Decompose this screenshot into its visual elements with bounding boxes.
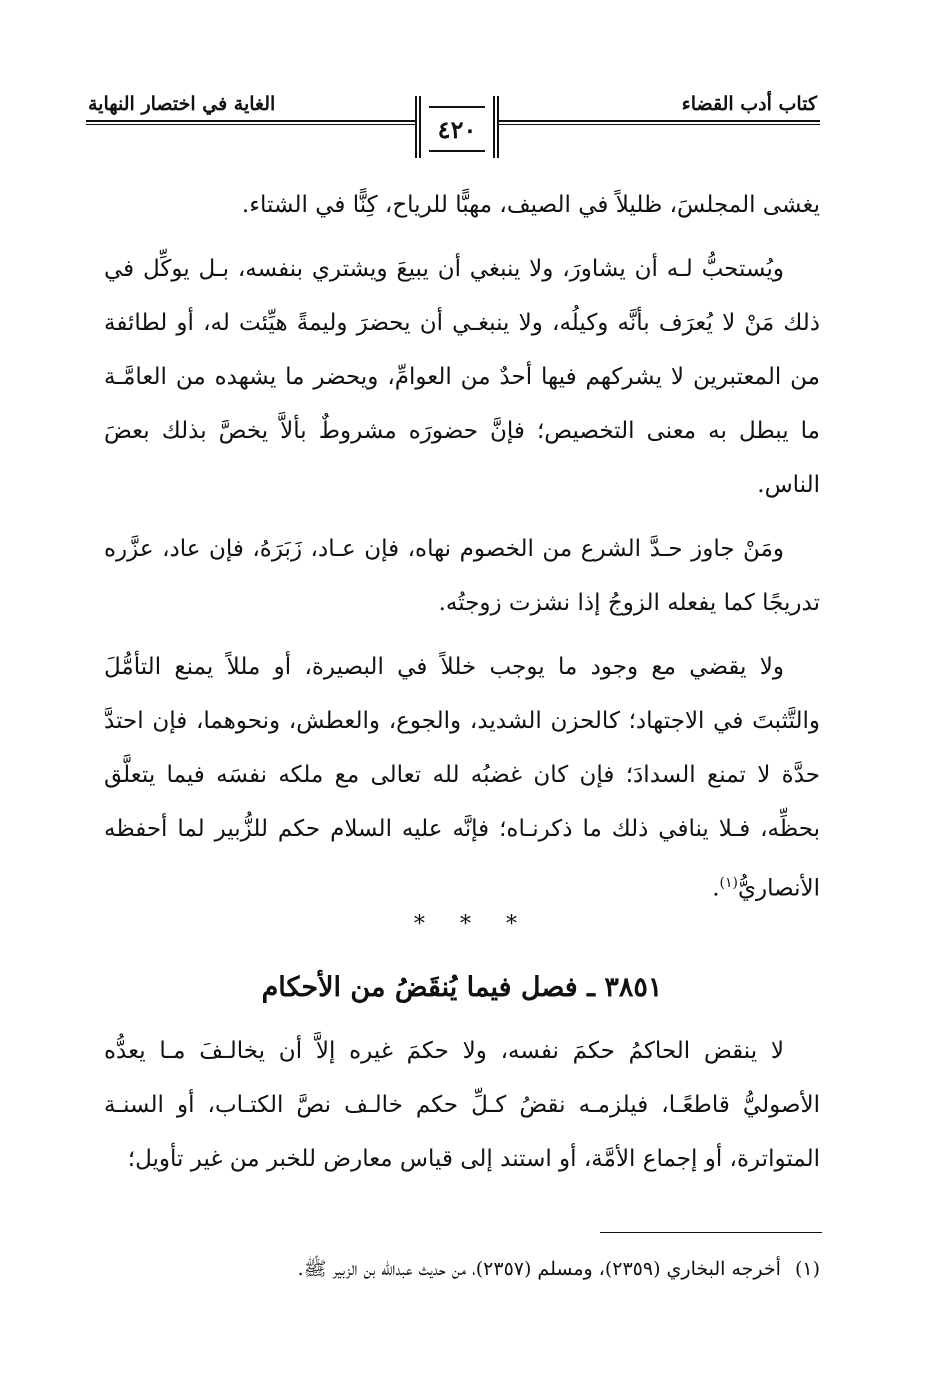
paragraph-1: يغشى المجلسَ، ظليلاً في الصيف، مهبًّا للرياح، كِنًّا في الشتاء. <box>241 192 820 218</box>
running-header-book-title: كتاب أدب القضاء <box>681 93 817 115</box>
footnote-reference[interactable]: (١) <box>719 875 739 891</box>
section-heading: ٣٨٥١ ـ فصل فيما يُنقَضُ من الأحكام <box>261 972 663 1003</box>
frame-bar-left <box>415 96 421 158</box>
section-paragraph-1: لا ينقض الحاكمُ حكمَ نفسه، ولا حكمَ غيره إلاَّ أن يخالـفَ مـا يعدُّه الأصوليُّ قاطعًـا، فيلزمـه نقضُ كـلِّ حكم خالـف نصَّ الكتـاب، أو السنـة المتواترة، أو إجماع الأمَّة، أو استند إلى قياس معارض للخبر من غير تأويل؛ <box>104 1038 820 1172</box>
section-text <box>104 1024 820 1186</box>
running-header-work-title: الغاية في اختصار النهاية <box>88 93 276 115</box>
frame-bar-right <box>493 96 499 158</box>
section-separator: * * * <box>414 912 531 937</box>
paragraph-2: ويُستحبُّ لـه أن يشاورَ، ولا ينبغي أن يبيعَ ويشتري بنفسه، بـل يوكِّل في ذلك مَنْ لا يُعرَف بأنَّه وكيلُه، ولا ينبغـي أن يحضرَ وليمةً هيِّئت له، أو لطائفة من المعتبرين لا يشركهم فيها أحدٌ من العوامِّ، ويحضر ما يشهده من العامَّـة ما يبطل به معنى التخصيص؛ فإنَّ حضورَه مشروطٌ بألاَّ يخصَّ بذلك بعضَ الناس. <box>104 256 820 498</box>
paragraph-4-text: ولا يقضي مع وجود ما يوجب خللاً في البصيرة، أو مللاً يمنع التأمُّلَ والتَّثبتَ في الاجتهاد؛ كالحزن الشديد، والجوع، والعطش، ونحوهما، فإن احتدَّ حدَّة لا تمنع السدادَ؛ فإن كان غضبُه لله تعالى مع ملكه نفسَه فيما يتعلَّق بحظِّه، فـلا ينافي ذلك ما ذكرنـاه؛ فإنَّه عليه السلام حكم للزُّبير لما أحفظه الأنصاريُّ <box>104 654 820 902</box>
page-number: ٤٢٠ <box>429 106 485 152</box>
page-number-frame <box>415 96 499 158</box>
main-text <box>104 178 820 916</box>
paragraph-4 <box>104 640 820 916</box>
footnote-text: أخرجه البخاري (٢٣٥٩)، ومسلم (٢٣٥٧)، من حديث عبدالله بن الزبير ﷺ. <box>297 1258 781 1280</box>
paragraph-4-end: . <box>712 875 720 902</box>
footnote-mark: (١) <box>794 1258 820 1280</box>
paragraph-3: ومَنْ جاوز حـدَّ الشرع من الخصوم نهاه، فإن عـاد، زَبَرَهُ، فإن عاد، عزَّره تدريجًا كما يفعله الزوجُ إذا نشزت زوجتُه. <box>104 536 820 616</box>
footnote <box>104 1254 820 1284</box>
footnote-rule <box>600 1232 822 1233</box>
